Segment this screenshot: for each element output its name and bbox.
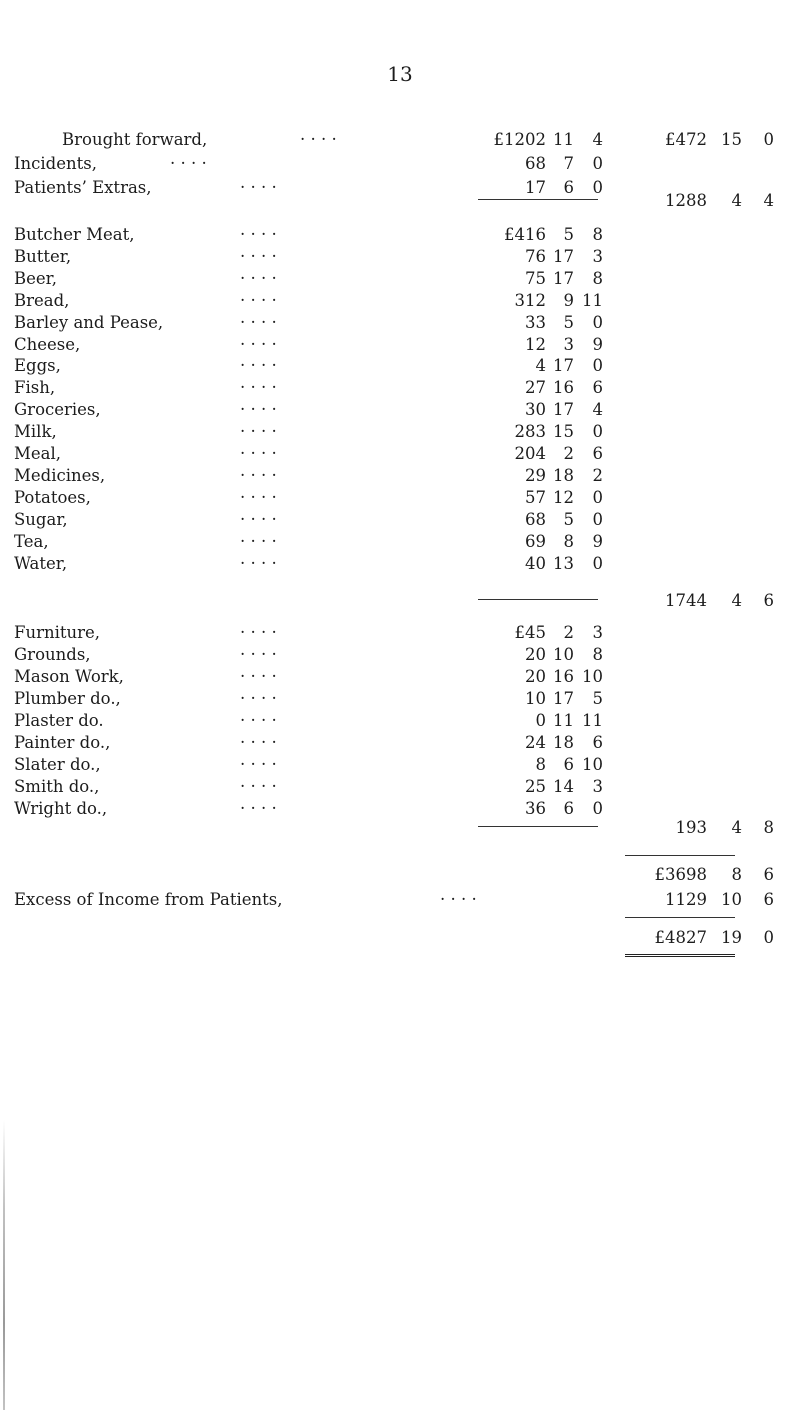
leader-dots: . . . . bbox=[240, 439, 277, 458]
shillings-value: 18 bbox=[553, 466, 574, 485]
leader-dots: . . . . bbox=[440, 885, 477, 904]
pence-value: 6 bbox=[592, 733, 603, 752]
shillings-value: 9 bbox=[563, 291, 574, 310]
pounds-value: 204 bbox=[514, 444, 546, 463]
total-shillings: 4 bbox=[731, 818, 742, 837]
total-pounds: £4827 bbox=[654, 928, 707, 947]
pence-value: 0 bbox=[592, 313, 603, 332]
leader-dots: . . . . bbox=[240, 728, 277, 747]
pounds-value: 20 bbox=[525, 667, 546, 686]
item-label: Potatoes, bbox=[14, 488, 91, 507]
shillings-value: 14 bbox=[553, 777, 574, 796]
item-label: Butcher Meat, bbox=[14, 225, 135, 244]
pence-value: 0 bbox=[592, 488, 603, 507]
ledger-row bbox=[0, 373, 800, 400]
pence-value: 8 bbox=[592, 645, 603, 664]
pence-value: 8 bbox=[592, 269, 603, 288]
pence-value: 5 bbox=[592, 689, 603, 708]
pounds-value: 69 bbox=[525, 532, 546, 551]
total-pence: 0 bbox=[763, 130, 774, 149]
pounds-value: 283 bbox=[514, 422, 546, 441]
pence-value: 10 bbox=[582, 755, 603, 774]
item-label: Bread, bbox=[14, 291, 70, 310]
pounds-value: 40 bbox=[525, 554, 546, 573]
ledger-row bbox=[0, 728, 800, 755]
leader-dots: . . . . bbox=[240, 549, 277, 568]
total-rule bbox=[625, 917, 735, 918]
pounds-value: 36 bbox=[525, 799, 546, 818]
pence-value: 11 bbox=[582, 711, 603, 730]
pounds-value: 75 bbox=[525, 269, 546, 288]
binding-edge bbox=[3, 1120, 5, 1410]
shillings-value: 3 bbox=[563, 335, 574, 354]
item-label: Plumber do., bbox=[14, 689, 121, 708]
total-shillings: 4 bbox=[731, 191, 742, 210]
pence-value: 0 bbox=[592, 178, 603, 197]
total-shillings: 19 bbox=[721, 928, 742, 947]
pounds-value: 33 bbox=[525, 313, 546, 332]
ledger-row bbox=[0, 417, 800, 444]
leader-dots: . . . . bbox=[240, 242, 277, 261]
pounds-value: 29 bbox=[525, 466, 546, 485]
pence-value: 0 bbox=[592, 510, 603, 529]
item-label: Grounds, bbox=[14, 645, 91, 664]
leader-dots: . . . . bbox=[170, 149, 207, 168]
shillings-value: 5 bbox=[563, 313, 574, 332]
item-label: Barley and Pease, bbox=[14, 313, 164, 332]
shillings-value: 17 bbox=[553, 269, 574, 288]
leader-dots: . . . . bbox=[240, 684, 277, 703]
pounds-value: £45 bbox=[514, 623, 546, 642]
pence-value: 9 bbox=[592, 532, 603, 551]
pence-value: 0 bbox=[592, 799, 603, 818]
pounds-value: 0 bbox=[535, 711, 546, 730]
shillings-value: 6 bbox=[563, 755, 574, 774]
ledger-row bbox=[0, 395, 800, 422]
ledger-row bbox=[0, 149, 800, 176]
leader-dots: . . . . bbox=[240, 527, 277, 546]
pounds-value: 4 bbox=[535, 356, 546, 375]
leader-dots: . . . . bbox=[240, 417, 277, 436]
double-rule bbox=[625, 954, 735, 957]
ledger-row bbox=[0, 662, 800, 689]
ledger-row bbox=[0, 286, 800, 313]
total-pounds: 1288 bbox=[665, 191, 707, 210]
shillings-value: 17 bbox=[553, 689, 574, 708]
pounds-value: 68 bbox=[525, 510, 546, 529]
item-label: Wright do., bbox=[14, 799, 108, 818]
total-pounds: 193 bbox=[675, 818, 707, 837]
shillings-value: 16 bbox=[553, 378, 574, 397]
ledger-row bbox=[0, 189, 800, 213]
pence-value: 4 bbox=[592, 130, 603, 149]
total-pence: 6 bbox=[763, 865, 774, 884]
page-number: 13 bbox=[387, 62, 413, 86]
shillings-value: 13 bbox=[553, 554, 574, 573]
shillings-value: 6 bbox=[563, 178, 574, 197]
ledger-row bbox=[0, 461, 800, 488]
ledger-row bbox=[0, 242, 800, 269]
ledger-row bbox=[0, 772, 800, 799]
item-label: Beer, bbox=[14, 269, 57, 288]
ledger-row bbox=[0, 220, 800, 247]
pence-value: 0 bbox=[592, 356, 603, 375]
item-label: Excess of Income from Patients, bbox=[14, 890, 283, 909]
total-pence: 8 bbox=[763, 818, 774, 837]
ledger-row bbox=[0, 351, 800, 378]
leader-dots: . . . . bbox=[240, 483, 277, 502]
shillings-value: 8 bbox=[563, 532, 574, 551]
item-label: Water, bbox=[14, 554, 68, 573]
shillings-value: 10 bbox=[553, 645, 574, 664]
pounds-value: 12 bbox=[525, 335, 546, 354]
leader-dots: . . . . bbox=[240, 772, 277, 791]
pounds-value: 68 bbox=[525, 154, 546, 173]
shillings-value: 17 bbox=[553, 247, 574, 266]
item-label: Butter, bbox=[14, 247, 72, 266]
ledger-row bbox=[0, 863, 800, 887]
pence-value: 11 bbox=[582, 291, 603, 310]
pounds-value: £416 bbox=[504, 225, 546, 244]
pounds-value: 57 bbox=[525, 488, 546, 507]
leader-dots: . . . . bbox=[240, 286, 277, 305]
total-pounds: £3698 bbox=[654, 865, 707, 884]
pounds-value: 24 bbox=[525, 733, 546, 752]
item-label: Cheese, bbox=[14, 335, 81, 354]
ledger-row bbox=[0, 926, 800, 950]
total-shillings: 4 bbox=[731, 591, 742, 610]
total-pence: 6 bbox=[763, 591, 774, 610]
pence-value: 0 bbox=[592, 554, 603, 573]
leader-dots: . . . . bbox=[240, 373, 277, 392]
pence-value: 0 bbox=[592, 154, 603, 173]
pence-value: 0 bbox=[592, 422, 603, 441]
item-label: Groceries, bbox=[14, 400, 101, 419]
ledger-row bbox=[0, 549, 800, 576]
shillings-value: 6 bbox=[563, 799, 574, 818]
shillings-value: 7 bbox=[563, 154, 574, 173]
item-label: Milk, bbox=[14, 422, 57, 441]
ledger-row bbox=[0, 439, 800, 466]
ledger-row bbox=[0, 264, 800, 291]
pounds-value: 312 bbox=[514, 291, 546, 310]
pence-value: 6 bbox=[592, 378, 603, 397]
item-label: Fish, bbox=[14, 378, 56, 397]
ledger-row bbox=[0, 618, 800, 645]
shillings-value: 15 bbox=[553, 422, 574, 441]
pounds-value: 30 bbox=[525, 400, 546, 419]
total-pence: 4 bbox=[763, 191, 774, 210]
pence-value: 9 bbox=[592, 335, 603, 354]
item-label: Painter do., bbox=[14, 733, 111, 752]
shillings-value: 17 bbox=[553, 356, 574, 375]
leader-dots: . . . . bbox=[300, 125, 337, 144]
total-shillings: 10 bbox=[721, 890, 742, 909]
leader-dots: . . . . bbox=[240, 706, 277, 725]
total-shillings: 8 bbox=[731, 865, 742, 884]
pence-value: 3 bbox=[592, 247, 603, 266]
leader-dots: . . . . bbox=[240, 330, 277, 349]
pounds-value: 25 bbox=[525, 777, 546, 796]
shillings-value: 16 bbox=[553, 667, 574, 686]
leader-dots: . . . . bbox=[240, 618, 277, 637]
item-label: Brought forward, bbox=[62, 130, 208, 149]
shillings-value: 17 bbox=[553, 400, 574, 419]
total-shillings: 15 bbox=[721, 130, 742, 149]
shillings-value: 11 bbox=[553, 711, 574, 730]
leader-dots: . . . . bbox=[240, 640, 277, 659]
ledger-row bbox=[0, 483, 800, 510]
item-label: Sugar, bbox=[14, 510, 68, 529]
total-pounds: 1744 bbox=[665, 591, 707, 610]
leader-dots: . . . . bbox=[240, 395, 277, 414]
pounds-value: £1202 bbox=[493, 130, 546, 149]
pence-value: 3 bbox=[592, 623, 603, 642]
leader-dots: . . . . bbox=[240, 794, 277, 813]
shillings-value: 11 bbox=[553, 130, 574, 149]
item-label: Tea, bbox=[14, 532, 49, 551]
total-pounds: £472 bbox=[665, 130, 707, 149]
total-pence: 0 bbox=[763, 928, 774, 947]
total-pounds: 1129 bbox=[665, 890, 707, 909]
leader-dots: . . . . bbox=[240, 750, 277, 769]
item-label: Meal, bbox=[14, 444, 62, 463]
pounds-value: 20 bbox=[525, 645, 546, 664]
pence-value: 4 bbox=[592, 400, 603, 419]
leader-dots: . . . . bbox=[240, 308, 277, 327]
shillings-value: 5 bbox=[563, 510, 574, 529]
item-label: Slater do., bbox=[14, 755, 101, 774]
shillings-value: 5 bbox=[563, 225, 574, 244]
item-label: Mason Work, bbox=[14, 667, 124, 686]
shillings-value: 2 bbox=[563, 623, 574, 642]
item-label: Patients’ Extras, bbox=[14, 178, 152, 197]
item-label: Plaster do. bbox=[14, 711, 104, 730]
ledger-row bbox=[0, 308, 800, 335]
leader-dots: . . . . bbox=[240, 264, 277, 283]
ledger-row bbox=[0, 684, 800, 711]
ledger-row bbox=[0, 885, 800, 912]
ledger-row bbox=[0, 640, 800, 667]
item-label: Incidents, bbox=[14, 154, 97, 173]
shillings-value: 2 bbox=[563, 444, 574, 463]
leader-dots: . . . . bbox=[240, 662, 277, 681]
item-label: Furniture, bbox=[14, 623, 101, 642]
shillings-value: 12 bbox=[553, 488, 574, 507]
pence-value: 6 bbox=[592, 444, 603, 463]
total-pence: 6 bbox=[763, 890, 774, 909]
pence-value: 3 bbox=[592, 777, 603, 796]
item-label: Smith do., bbox=[14, 777, 100, 796]
ledger-row bbox=[0, 125, 800, 152]
pounds-value: 17 bbox=[525, 178, 546, 197]
ledger-row bbox=[0, 589, 800, 613]
shillings-value: 18 bbox=[553, 733, 574, 752]
pence-value: 2 bbox=[592, 466, 603, 485]
pounds-value: 10 bbox=[525, 689, 546, 708]
ledger-row bbox=[0, 816, 800, 840]
item-label: Medicines, bbox=[14, 466, 106, 485]
pounds-value: 8 bbox=[535, 755, 546, 774]
leader-dots: . . . . bbox=[240, 505, 277, 524]
ledger-row bbox=[0, 706, 800, 733]
item-label: Eggs, bbox=[14, 356, 61, 375]
ledger-row bbox=[0, 527, 800, 554]
pounds-value: 27 bbox=[525, 378, 546, 397]
leader-dots: . . . . bbox=[240, 461, 277, 480]
total-rule bbox=[625, 855, 735, 856]
pence-value: 8 bbox=[592, 225, 603, 244]
leader-dots: . . . . bbox=[240, 173, 277, 192]
leader-dots: . . . . bbox=[240, 351, 277, 370]
ledger-row bbox=[0, 750, 800, 777]
leader-dots: . . . . bbox=[240, 220, 277, 239]
ledger-row bbox=[0, 505, 800, 532]
pounds-value: 76 bbox=[525, 247, 546, 266]
pence-value: 10 bbox=[582, 667, 603, 686]
